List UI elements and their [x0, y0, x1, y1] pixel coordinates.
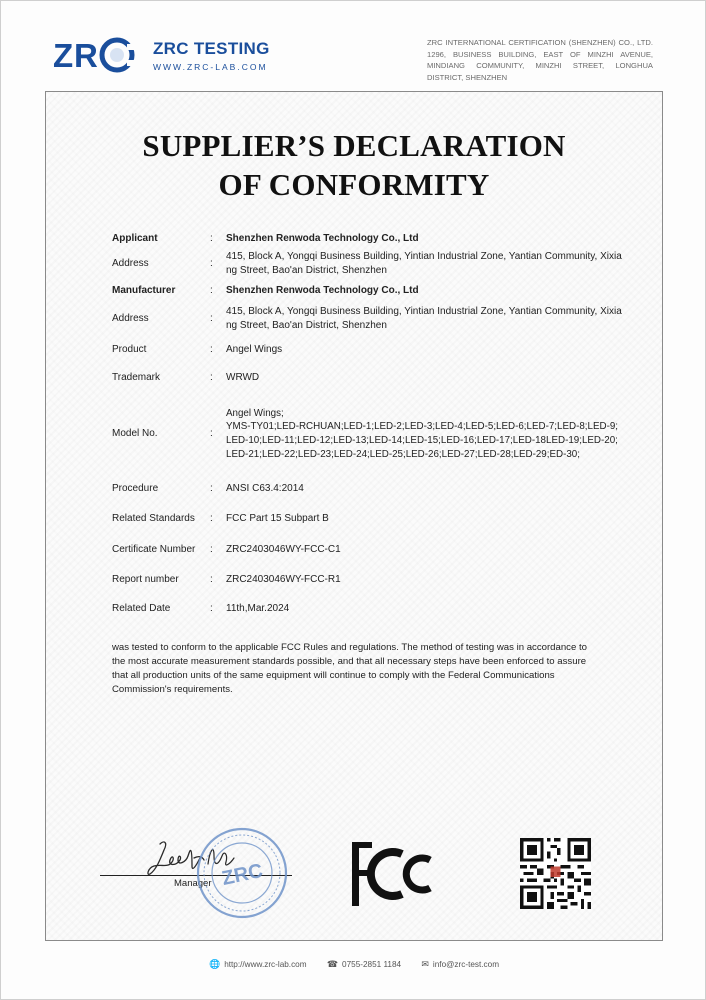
field-certificate-number [112, 535, 622, 565]
field-related-standards [112, 502, 622, 535]
field-value: 11th,Mar.2024 [226, 602, 290, 614]
brand-website: WWW.ZRC-LAB.COM [153, 62, 268, 72]
field-colon: : [210, 312, 213, 324]
phone-text: 0755-2851 1184 [342, 960, 402, 969]
certificate-title [46, 126, 662, 204]
brand-name: ZRC TESTING [153, 39, 270, 58]
field-value: Angel Wings [226, 344, 283, 355]
field-product [112, 336, 622, 364]
conformity-statement: was tested to conform to the applicable FCC Rules and regulations. The method of testing was in accordance to the most accurate measurement standards possible, and that all necessary steps have been enforced to assure that all production units of the same equipment will continue to comply with the Federal Communications Commission's requirements. [112, 642, 587, 695]
field-value: 415, Block A, Yongqi Business Building, Yintian Industrial Zone, Yantian Community, Xixiang Street, Bao'an District, Shenzhen [226, 250, 622, 276]
title-line-2: OF CONFORMITY [218, 167, 490, 202]
model-value-list: YMS-TY01;LED-RCHUAN;LED-1;LED-2;LED-3;LED-4;LED-5;LED-6;LED-7;LED-8;LED-9;LED-10;LED-11;LED-12;LED-13;LED-14;LED-15;LED-16;LED-17;LED-18LED-19;LED-20;LED-21;LED-22;LED-23;LED-24;LED-25;LED-26;LED-27;LED-28;LED-29;ED-30; [226, 421, 618, 460]
field-applicant [112, 231, 622, 246]
field-colon: : [210, 344, 213, 355]
svg-text:R: R [74, 37, 98, 73]
field-value: Shenzhen Renwoda Technology Co., Ltd [226, 285, 419, 296]
field-colon: : [210, 285, 213, 296]
field-colon: : [210, 512, 213, 524]
svg-text:ZRC: ZRC [220, 859, 265, 890]
signature-role: Manager [174, 878, 212, 889]
field-value [226, 407, 622, 462]
field-value: WRWD [226, 372, 260, 383]
field-label: Address [112, 257, 149, 269]
field-colon: : [210, 257, 213, 269]
fcc-logo [350, 840, 434, 908]
certificate-frame [45, 91, 663, 941]
field-value: ZRC2403046WY-FCC-R1 [226, 573, 341, 585]
company-address: ZRC INTERNATIONAL CERTIFICATION (SHENZHEN) CO., LTD. 1296, BUSINESS BUILDING, EAST OF MINZHI AVENUE, MINDIANG COMMUNITY, MINZHI STREET, LONGHUA DISTRICT, SHENZHEN [427, 38, 653, 82]
field-value: ZRC2403046WY-FCC-C1 [226, 544, 341, 555]
zrc-seal-stamp [194, 825, 290, 921]
field-value: Shenzhen Renwoda Technology Co., Ltd [226, 232, 419, 244]
field-label: Trademark [112, 372, 160, 383]
field-label: Applicant [112, 232, 158, 244]
footer-contacts [1, 959, 706, 970]
field-trademark [112, 364, 622, 392]
field-report-number [112, 565, 622, 594]
field-value: ANSI C63.4:2014 [226, 483, 304, 494]
website-text: http://www.zrc-lab.com [224, 960, 307, 969]
field-colon: : [210, 372, 213, 383]
field-label: Related Standards [112, 512, 195, 524]
field-value: 415, Block A, Yongqi Business Building, Yintian Industrial Zone, Yantian Community, Xixiang Street, Bao'an District, Shenzhen [226, 305, 622, 331]
field-model-no [112, 392, 622, 476]
brand-block [153, 39, 270, 72]
email-text: info@zrc-test.com [432, 960, 500, 969]
field-colon: : [210, 544, 213, 555]
field-colon: : [210, 483, 213, 494]
field-label: Manufacturer [112, 285, 176, 296]
field-colon: : [210, 602, 213, 614]
field-procedure [112, 476, 622, 502]
footer-phone [327, 960, 401, 969]
model-value-line-1: Angel Wings; [226, 407, 284, 419]
certificate-fields [112, 231, 622, 623]
field-label: Procedure [112, 483, 159, 494]
footer-email[interactable] [421, 960, 499, 969]
field-label: Report number [112, 573, 179, 585]
mail-icon: ✉ [421, 959, 429, 969]
field-applicant-address [112, 246, 622, 281]
field-related-date [112, 594, 622, 623]
qr-code [520, 838, 591, 909]
footer-website[interactable] [209, 960, 307, 969]
field-label: Product [112, 344, 147, 355]
field-colon: : [210, 573, 213, 585]
svg-text:Z: Z [53, 37, 74, 73]
field-value: FCC Part 15 Subpart B [226, 512, 329, 524]
field-label: Model No. [112, 428, 158, 439]
field-manufacturer-address [112, 301, 622, 336]
field-label: Certificate Number [112, 544, 196, 555]
title-line-1: SUPPLIER’S DECLARATION [142, 128, 566, 163]
field-label: Related Date [112, 602, 171, 614]
phone-icon: ☎ [326, 959, 339, 969]
field-colon: : [210, 428, 213, 439]
field-label: Address [112, 312, 149, 324]
field-colon: : [210, 232, 213, 244]
globe-icon: 🌐 [208, 959, 221, 969]
zrc-logo [53, 37, 149, 73]
field-manufacturer [112, 281, 622, 301]
